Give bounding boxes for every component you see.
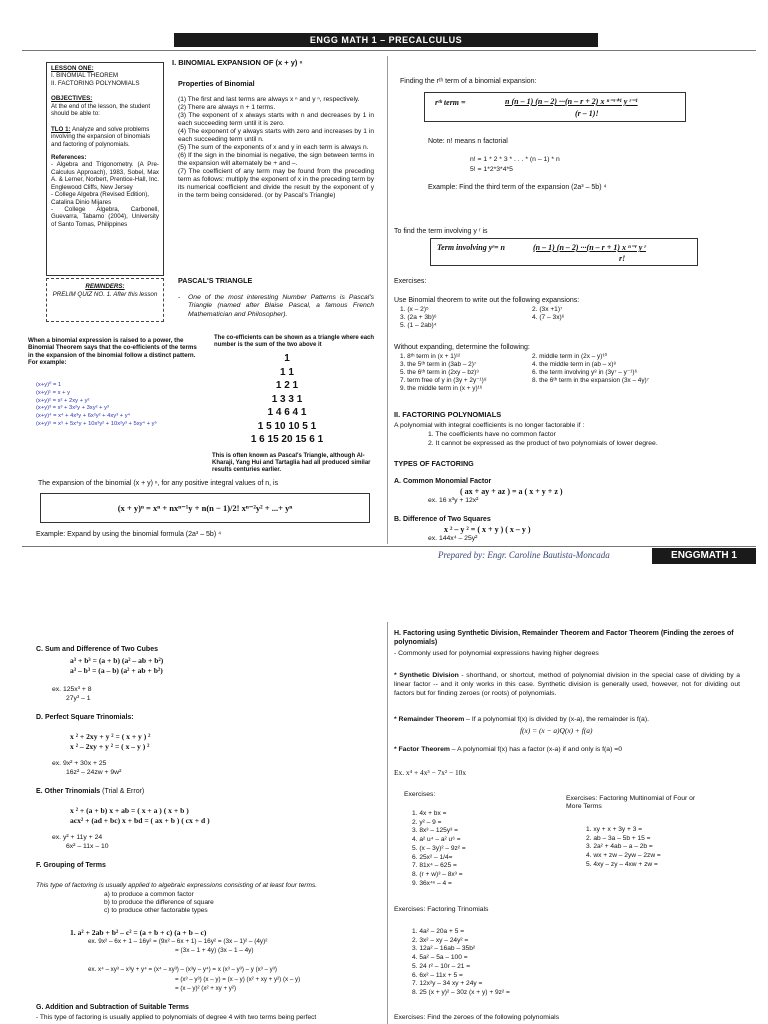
type-f-title: F. Grouping of Terms — [36, 862, 106, 869]
types-title: TYPES OF FACTORING — [394, 459, 474, 468]
pascal-row: 1 2 1 — [275, 380, 299, 391]
type-b-formula: x ² – y ² = ( x + y ) ( x – y ) — [444, 525, 531, 534]
property-item: (6) If the sign in the binomial is negative, the sign between terms in the expansion will alternately be + and –. — [178, 152, 374, 168]
type-c-example: ex. 125x³ + 8 — [52, 686, 92, 693]
type-e-formula: x ² + (a + b) x + ab = ( x + a ) ( x + b ) — [70, 806, 189, 815]
pascal-left-caption: When a binomial expression is raised to a power, the Binomial Theorem says that the co-efficients of the terms in the expansion of the binomial follow a distinct pattern. For example: — [28, 337, 197, 366]
pascal-title: PASCAL'S TRIANGLE — [178, 276, 253, 285]
references-title: References: — [51, 153, 87, 161]
expansion-formula: (x + y)ⁿ = xⁿ + nxⁿ⁻¹y + n(n − 1)/2! xⁿ⁻²y² + ...+ yⁿ — [117, 503, 293, 513]
type-d-example: 16z² – 24zw + 9w² — [66, 769, 122, 776]
reference-item: - College Algebra, Carbonell, Guevarra, Tabamo (2004), University of Santo Tomas, Philippines — [51, 206, 159, 228]
lesson-item: I. BINOMIAL THEOREM — [51, 72, 119, 80]
footer-rule — [22, 546, 756, 547]
properties-title: Properties of Binomial — [178, 79, 255, 88]
factorial-note: Note: n! means n factorial — [428, 138, 508, 145]
remainder-theorem: * Remainder Theorem – If a polynomial f(x) is divided by (x-a), the remainder is f(a). — [394, 716, 649, 723]
pascal-row: 1 3 3 1 — [271, 393, 303, 405]
property-item: (1) The first and last terms are always x ⁿ and y ⁿ, respectively. — [178, 96, 360, 103]
page-title-banner: ENGG MATH 1 – PRECALCULUS — [174, 33, 598, 47]
prepared-by: Prepared by: Engr. Caroline Bautista-Moncada — [438, 550, 610, 560]
factoring-intro: A polynomial with integral coefficients is no longer factorable if : — [394, 422, 585, 429]
multinomial-exercises: 1. xy + x + 3y + 3 = 2. ab – 3a – 5b + 15 = 3. 2a² + 4ab – a – 2b = 4. wx + zw – 2yw – 2zw = 5. 4xy – zy – 4xw + zw = — [586, 826, 661, 868]
example-polynomial: Ex. x⁴ + 4x³ − 7x² − 10x — [394, 768, 467, 777]
tlo-text: TLO 1: Analyze and solve problems involving the expansion of binomials and factoring of polynomials. — [51, 125, 151, 148]
term-involving-intro: To find the term involving y ʳ is — [394, 228, 488, 235]
lesson-title: LESSON ONE: — [51, 65, 94, 72]
type-e-title: E. Other Trinomials (Trial & Error) — [36, 788, 145, 795]
term-involving-numerator: (n – 1) (n – 2) ···(n – r + 1) x ⁿ⁻ʳ y ʳ — [533, 243, 646, 252]
rth-formula-numerator: n (n – 1) (n – 2) ···(n – r + 2) x ⁿ⁻ʳ⁺¹ y ʳ⁻¹ — [505, 97, 638, 106]
property-item: (5) The sum of the exponents of x and y in each term is always n. — [178, 144, 369, 152]
rth-formula-lhs: rᵗʰ term = — [435, 98, 466, 107]
without-expanding-text: Without expanding, determine the following: — [394, 344, 530, 351]
pascal-row: 1 4 6 4 1 — [267, 407, 307, 418]
pascal-row: 1 1 — [280, 366, 294, 378]
type-e-example: 6x² – 11x – 10 — [66, 843, 109, 850]
type-a-title: A. Common Monomial Factor — [394, 478, 492, 485]
factorial-example: 5! = 1*2*3*4*5 — [470, 166, 513, 173]
determine-exercises: 1. 8ᵗʰ term in (x + 1)¹² 2. middle term in (2x – y)¹⁰ 3. the 5ᵗʰ term in (3ab – 2)⁷ 4. the middle term in (ab – x)⁸ 5. the 6ᵗʰ term in (2xy – bz)⁹ 6. the term involving y⁸ in (3y⁷ – y⁻¹)⁶ 7. term free of y in (3y + 2y⁻¹)⁸ 8. the 6ᵗʰ term in the expansion (3x – 4y)⁷ 9. the middle term in (x + y)¹⁶ — [400, 353, 649, 392]
factoring-cond: 1. The coefficients have no common factor — [428, 431, 556, 438]
expansion-exercises: 1. (x – 2)⁵ 2. (3x +1)⁷ 3. (2a + 3b)⁶ 4. (7 – 3x)⁶ 5. (1 – 2ab)⁴ — [400, 306, 565, 330]
use-binomial-text: Use Binomial theorem to write out the following expansions: — [394, 297, 580, 304]
factoring-exercises: 1. 4x + bx = 2. y² – 9 = 3. 8x³ – 125y³ = 4. a² u⁴ – a² u⁶ = 5. (x – 3y)² – 9z² = 6. 25x² – 1/4= 7. 81x⁴ – 625 = 8. (r + w)³ – 8x³ = 9. 36x⁴ⁿ – 4 = — [412, 810, 466, 887]
pascal-triangle — [212, 352, 362, 447]
property-item: (4) The exponent of y always starts with zero and increases by 1 in each succeeding term until n. — [178, 128, 374, 144]
reminders-title: REMINDERS: — [85, 283, 125, 290]
rth-example: Example: Find the third term of the expansion (2a³ – 5b) ⁴ — [428, 184, 607, 191]
type-b-example: ex. 144x⁴ – 25y² — [428, 535, 478, 542]
type-f-items: a) to produce a common factor b) to produce the difference of square c) to produce other factorable types — [104, 891, 214, 915]
type-d-formula: x ² + 2xy + y ² = ( x + y ) ² — [70, 732, 151, 741]
trinomials-title: Exercises: Factoring Trinomials — [394, 906, 489, 913]
type-e-example: ex. y² + 11y + 24 — [52, 834, 103, 841]
type-c-formula: a³ – b³ = (a – b) (a² + ab + b²) — [70, 666, 163, 675]
factor-theorem: * Factor Theorem – A polynomial f(x) has a factor (x-a) if and only is f(a) =0 — [394, 746, 622, 753]
type-g-text: - This type of factoring is usually applied to polynomials of degree 4 with two terms being perfect — [36, 1014, 317, 1021]
lesson-item: II. FACTORING POLYNOMIALS — [51, 79, 140, 87]
type-c-example: 27y³ – 1 — [66, 695, 91, 702]
properties-list — [178, 96, 374, 200]
property-item: (3) The exponent of x always starts with n and decreases by 1 in each succeeding term until it is zero. — [178, 112, 374, 128]
reminders-box — [46, 278, 164, 322]
synthetic-division: * Synthetic Division - shorthand, or shortcut, method of polynomial division in the special case of dividing by a linear factor -- and it only works in this case. Synthetic division is generally used, however, not for dividing out factors but for finding zeroes (or roots) of polynomials. — [394, 672, 741, 697]
expansion-example: Example: Expand by using the binomial formula (2a³ – 5b) ⁴ — [36, 531, 222, 538]
expansion-intro: The expansion of the binomial (x + y) ⁿ, for any positive integral values of n, is — [38, 480, 279, 487]
expansion-examples: (x+y)⁰ = 1 (x+y)¹ = x + y (x+y)² = x² + 2xy + y² (x+y)³ = x³ + 3x²y + 3xy² + y³ (x+y)⁴ = x⁴ + 4x³y + 6x²y² + 4xy³ + y⁴ (x+y)⁵ = x⁵ + 5x⁴y + 10x³y² + 10x²y³ + 5xy⁴ + y⁵ — [36, 382, 157, 428]
expansion-formula-box — [40, 493, 370, 523]
remainder-formula: f(x) = (x − a)Q(x) + f(a) — [520, 726, 593, 735]
column-divider — [387, 56, 388, 544]
trinomials-exercises: 1. 4a² – 20a + 5 = 2. 3x² – xy – 24y² = 3. 12a² – 16ab – 35b² 4. 5a² – 5a – 100 = 5. 24 r² – 10r – 21 = 6. 6x² – 11x + 5 = 7. 12x²y – 34 xy + 24y = 8. 25 (x + y)² – 30z (x + y) + 9z² = — [412, 928, 510, 996]
reference-item: - Algebra and Trigonometry. (A Pre-Calculus Approach), 1983, Sobel, Max A. & Lerner, Norbert, Prentice-Hall, Inc. Englewood Cliffs, New Jersey — [51, 161, 159, 191]
type-d-example: ex. 9x² + 30x + 25 — [52, 760, 107, 767]
exercises-title-2: Exercises: — [404, 791, 436, 798]
type-a-example: ex. 16 x³y + 12x² — [428, 497, 479, 504]
reminders-text: PRELIM QUIZ NO. 1. After this lesson — [52, 290, 158, 298]
pascal-text: - One of the most interesting Number Patterns is Pascal's Triangle (named after Blaise Pascal, a famous French Mathematician and Philosopher). — [178, 294, 374, 318]
reference-item: - College Algebra (Revised Edition), Catalina Dinio Mijares — [51, 191, 150, 206]
footer-badge: ENGGMATH 1 — [652, 548, 756, 564]
type-g-title: G. Addition and Subtraction of Suitable Terms — [36, 1004, 189, 1011]
type-f-example: = (3x – 1 + 4y) (3x – 1 – 4y) — [175, 947, 254, 954]
type-f-example: = (x – y)² (x² + xy + y²) — [175, 985, 237, 992]
rth-intro: Finding the rᵗʰ term of a binomial expansion: — [400, 78, 537, 85]
objectives-text: At the end of the lesson, the student should be able to: — [51, 102, 151, 118]
type-a-formula: ( ax + ay + az ) = a ( x + y + z ) — [460, 487, 563, 496]
column-divider-2 — [387, 622, 388, 1024]
type-f-example: ex. x⁴ – xy³ – x³y + y⁴ = (x⁴ – xy³) – (x³y – y⁴) = x (x³ – y³) – y (x³ – y³) — [88, 966, 277, 973]
pascal-row: 1 5 10 10 5 1 — [257, 420, 317, 432]
type-c-title: C. Sum and Difference of Two Cubes — [36, 646, 158, 653]
type-e-formula: acx² + (ad + bc) x + bd = ( ax + b ) ( cx + d ) — [70, 816, 210, 825]
exercises-title: Exercises: — [394, 278, 427, 285]
rth-formula-box — [424, 92, 686, 122]
factoring-cond: 2. It cannot be expressed as the product of two polynomials of lower degree. — [428, 440, 658, 447]
term-involving-denominator: r! — [619, 254, 626, 263]
objectives-title: OBJECTIVES: — [51, 95, 93, 103]
type-h-title: H. Factoring using Synthetic Division, Remainder Theorem and Factor Theorem (Finding the zeroes of polynomials) — [394, 630, 734, 646]
rth-formula-denominator: (r – 1)! — [575, 109, 599, 118]
type-d-formula: x ² – 2xy + y ² = ( x – y ) ² — [70, 742, 150, 751]
binomial-heading: I. BINOMIAL EXPANSION OF (x + y) ⁿ — [172, 58, 303, 67]
zeroes-title: Exercises: Find the zeroes of the following polynomials — [394, 1014, 560, 1021]
type-f-formula: 1. a² + 2ab + b² – c² = (a + b + c) (a + b – c) — [70, 928, 207, 937]
header-rule — [22, 50, 756, 51]
type-f-text: This type of factoring is usually applied to algebraic expressions consisting of at least four terms. — [36, 882, 318, 889]
term-involving-lhs: Term involving yʳ= n — [437, 243, 505, 252]
pascal-row: 1 — [284, 353, 290, 364]
lesson-box — [46, 62, 164, 276]
pascal-bottom-caption: This is often known as Pascal's Triangle, although Al-Kharaji, Yang Hui and Tartaglia had all produced similar results centuries earlier. — [212, 453, 371, 474]
factorial-def: n! = 1 * 2 * 3 * . . . * (n – 1) * n — [470, 156, 560, 163]
term-involving-box — [430, 238, 698, 266]
factoring-heading: II. FACTORING POLYNOMIALS — [394, 410, 502, 419]
multinomial-title: Exercises: Factoring Multinomial of Four or More Terms — [566, 795, 696, 811]
type-d-title: D. Perfect Square Trinomials: — [36, 714, 134, 721]
type-f-example: ex. 9x² – 6x + 1 – 16y² = (9x² – 6x + 1) – 16y² = (3x – 1)² – (4y)² — [88, 938, 268, 945]
property-item: (7) The coefficient of any term may be found from the preceding term as follows: multiply the exponent of x in the preceding term by its numerical coefficient and divide the result by the exponent of y in the term being considered. (or by Pascal's Triangle) — [178, 168, 374, 200]
pascal-row: 1 6 15 20 15 6 1 — [250, 434, 324, 445]
type-c-formula: a³ + b³ = (a + b) (a² – ab + b²) — [70, 656, 164, 665]
pascal-top-caption: The co-efficients can be shown as a triangle where each number is the sum of the two above it — [214, 335, 375, 349]
type-b-title: B. Difference of Two Squares — [394, 516, 491, 523]
type-h-sub: - Commonly used for polynomial expressions having higher degrees — [394, 650, 599, 657]
type-f-example: = (x³ – y³) (x – y) = (x – y) (x² + xy + y²) (x – y) — [175, 976, 301, 983]
property-item: (2) There are always n + 1 terms. — [178, 104, 276, 112]
